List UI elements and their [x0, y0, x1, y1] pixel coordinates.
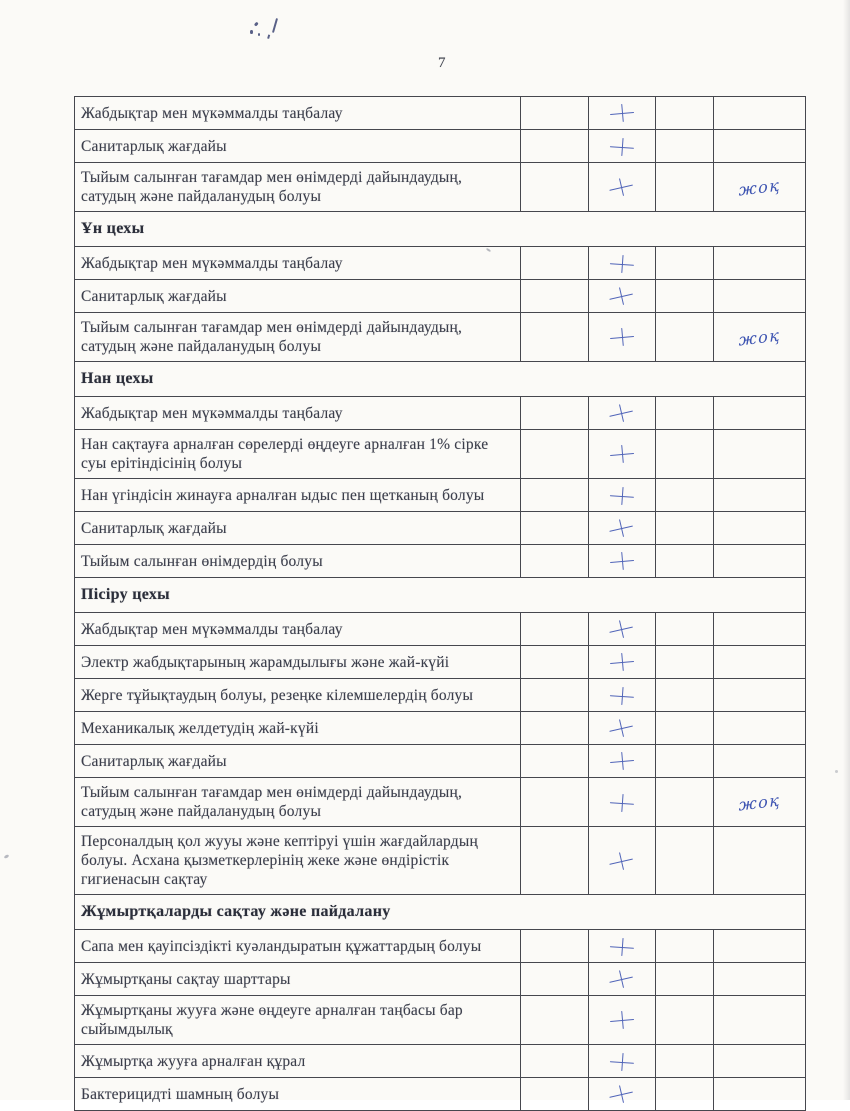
handwritten-check-mark: [607, 968, 634, 991]
check-cell: [589, 613, 656, 646]
empty-cell: [656, 712, 714, 745]
table-row: [75, 97, 806, 130]
ink-speck: [250, 30, 253, 34]
handwritten-check-mark: [607, 402, 634, 425]
check-cell: [589, 827, 656, 895]
table-row: [75, 130, 806, 163]
table-row: [75, 996, 806, 1045]
check-cell: [589, 397, 656, 430]
note-cell: [714, 745, 806, 778]
handwritten-check-mark: [607, 618, 634, 641]
empty-cell: [521, 745, 589, 778]
handwritten-check-mark: [609, 486, 634, 506]
check-cell: [589, 963, 656, 996]
empty-cell: [656, 247, 714, 280]
empty-cell: [521, 247, 589, 280]
empty-cell: [656, 313, 714, 362]
note-cell: [714, 479, 806, 512]
page-number: 7: [438, 55, 446, 71]
check-cell: [589, 679, 656, 712]
empty-cell: [656, 512, 714, 545]
empty-cell: [656, 163, 714, 212]
empty-cell: [656, 130, 714, 163]
table-row: [75, 963, 806, 996]
empty-cell: [521, 679, 589, 712]
empty-cell: [656, 479, 714, 512]
section-row: [75, 895, 806, 930]
check-cell: [589, 430, 656, 479]
check-cell: [589, 996, 656, 1045]
empty-cell: [656, 1078, 714, 1111]
handwritten-check-mark: [609, 1052, 634, 1072]
note-cell: [714, 996, 806, 1045]
handwritten-check-mark: [607, 1083, 634, 1106]
row-label: Жабдықтар мен мүкәммалды таңбалау: [75, 397, 521, 430]
empty-cell: [521, 996, 589, 1045]
row-label: Тыйым салынған тағамдар мен өнімдерді дайындаудың, сатудың және пайдаланудың болуы: [75, 163, 521, 212]
empty-cell: [521, 545, 589, 578]
row-label: Электр жабдықтарының жарамдылығы және жай-күйі: [75, 646, 521, 679]
empty-cell: [521, 397, 589, 430]
empty-cell: [656, 430, 714, 479]
empty-cell: [656, 778, 714, 827]
handwritten-check-mark: [609, 551, 634, 571]
check-cell: [589, 778, 656, 827]
note-cell: [714, 679, 806, 712]
table-row: [75, 397, 806, 430]
table-row: [75, 712, 806, 745]
note-cell: [714, 430, 806, 479]
row-label: Бактерицидті шамның болуы: [75, 1078, 521, 1111]
check-cell: [589, 712, 656, 745]
empty-cell: [656, 613, 714, 646]
empty-cell: [521, 430, 589, 479]
handwritten-check-mark: [609, 686, 634, 706]
section-header: Пісіру цехы: [75, 578, 806, 613]
row-label: Жабдықтар мен мүкәммалды таңбалау: [75, 97, 521, 130]
handwritten-check-mark: [609, 652, 634, 672]
table-row: [75, 679, 806, 712]
handwritten-check-mark: [609, 327, 634, 347]
row-label: Жұмыртқаны жууға және өңдеуге арналған таңбасы бар сыйымдылық: [75, 996, 521, 1045]
empty-cell: [521, 712, 589, 745]
note-cell: [714, 778, 806, 827]
check-cell: [589, 745, 656, 778]
empty-cell: [521, 1045, 589, 1078]
table-row: [75, 512, 806, 545]
check-cell: [589, 313, 656, 362]
handwritten-check-mark: [609, 103, 634, 123]
table-row: [75, 545, 806, 578]
table-row: [75, 313, 806, 362]
note-cell: [714, 930, 806, 963]
handwritten-check-mark: [607, 285, 634, 308]
empty-cell: [521, 963, 589, 996]
empty-cell: [521, 130, 589, 163]
empty-cell: [521, 479, 589, 512]
note-cell: [714, 1078, 806, 1111]
empty-cell: [521, 646, 589, 679]
note-cell: [714, 1045, 806, 1078]
handwritten-check-mark: [607, 517, 634, 540]
row-label: Механикалық желдетудің жай-күйі: [75, 712, 521, 745]
table-row: [75, 1078, 806, 1111]
handwritten-check-mark: [609, 1010, 634, 1030]
empty-cell: [656, 930, 714, 963]
row-label: Тыйым салынған тағамдар мен өнімдерді дайындаудың, сатудың және пайдаланудың болуы: [75, 313, 521, 362]
empty-cell: [656, 280, 714, 313]
empty-cell: [521, 613, 589, 646]
stray-ink-marks: [248, 16, 292, 46]
handwritten-check-mark: [609, 793, 634, 813]
check-cell: [589, 479, 656, 512]
table-row: [75, 778, 806, 827]
note-cell: [714, 545, 806, 578]
row-label: Жұмыртқа жууға арналған құрал: [75, 1045, 521, 1078]
scan-speck: [4, 854, 10, 859]
handwritten-note: жоқ: [738, 789, 781, 815]
empty-cell: [521, 512, 589, 545]
table-row: [75, 646, 806, 679]
handwritten-check-mark: [609, 937, 634, 957]
empty-cell: [656, 545, 714, 578]
handwritten-check-mark: [609, 137, 634, 157]
row-label: Жабдықтар мен мүкәммалды таңбалау: [75, 613, 521, 646]
table-row: [75, 827, 806, 895]
empty-cell: [656, 996, 714, 1045]
row-label: Жабдықтар мен мүкәммалды таңбалау: [75, 247, 521, 280]
note-cell: [714, 613, 806, 646]
handwritten-check-mark: [607, 176, 634, 199]
empty-cell: [521, 280, 589, 313]
section-row: [75, 362, 806, 397]
empty-cell: [656, 646, 714, 679]
empty-cell: [656, 679, 714, 712]
check-cell: [589, 930, 656, 963]
note-cell: [714, 712, 806, 745]
note-cell: [714, 247, 806, 280]
check-cell: [589, 646, 656, 679]
handwritten-check-mark: [607, 849, 634, 872]
row-label: Санитарлық жағдайы: [75, 512, 521, 545]
table-row: [75, 613, 806, 646]
empty-cell: [656, 827, 714, 895]
handwritten-check-mark: [609, 751, 634, 771]
empty-cell: [656, 963, 714, 996]
check-cell: [589, 247, 656, 280]
check-cell: [589, 130, 656, 163]
ink-stroke: [272, 18, 278, 33]
note-cell: [714, 397, 806, 430]
handwritten-note: жоқ: [738, 324, 781, 350]
table-row: [75, 163, 806, 212]
section-row: [75, 578, 806, 613]
check-cell: [589, 280, 656, 313]
note-cell: [714, 827, 806, 895]
check-cell: [589, 545, 656, 578]
note-cell: [714, 280, 806, 313]
table-row: [75, 430, 806, 479]
check-cell: [589, 97, 656, 130]
row-label: Жұмыртқаны сақтау шарттары: [75, 963, 521, 996]
table-row: [75, 930, 806, 963]
row-label: Нан үгіндісін жинауға арналған ыдыс пен щетканың болуы: [75, 479, 521, 512]
table-row: [75, 479, 806, 512]
check-cell: [589, 163, 656, 212]
row-label: Тыйым салынған тағамдар мен өнімдерді дайындаудың, сатудың және пайдаланудың болуы: [75, 778, 521, 827]
empty-cell: [656, 1045, 714, 1078]
section-header: Жұмыртқаларды сақтау және пайдалану: [75, 895, 806, 930]
note-cell: [714, 97, 806, 130]
handwritten-check-mark: [609, 444, 634, 464]
row-label: Санитарлық жағдайы: [75, 130, 521, 163]
table-row: [75, 1045, 806, 1078]
table-row: [75, 280, 806, 313]
row-label: Персоналдың қол жууы және кептіруі үшін жағдайлардың болуы. Асхана қызметкерлерінің жеке және өндірістік гигиенасын сақтау: [75, 827, 521, 895]
row-label: Тыйым салынған өнімдердің болуы: [75, 545, 521, 578]
handwritten-check-mark: [609, 254, 634, 274]
empty-cell: [656, 397, 714, 430]
section-header: Ұн цехы: [75, 212, 806, 247]
table-row: [75, 745, 806, 778]
handwritten-check-mark: [607, 717, 634, 740]
empty-cell: [521, 930, 589, 963]
empty-cell: [521, 827, 589, 895]
empty-cell: [521, 313, 589, 362]
ink-speck: [258, 33, 260, 36]
empty-cell: [521, 778, 589, 827]
row-label: Жерге тұйықтаудың болуы, резеңке кілемшелердің болуы: [75, 679, 521, 712]
empty-cell: [521, 1078, 589, 1111]
handwritten-note: жоқ: [738, 174, 781, 200]
note-cell: [714, 512, 806, 545]
check-cell: [589, 512, 656, 545]
note-cell: [714, 963, 806, 996]
empty-cell: [521, 163, 589, 212]
ink-speck: [254, 22, 258, 26]
table-row: [75, 247, 806, 280]
note-cell: [714, 313, 806, 362]
note-cell: [714, 646, 806, 679]
note-cell: [714, 163, 806, 212]
row-label: Санитарлық жағдайы: [75, 280, 521, 313]
row-label: Сапа мен қауіпсіздікті куәландыратын құжаттардың болуы: [75, 930, 521, 963]
section-row: [75, 212, 806, 247]
note-cell: [714, 130, 806, 163]
empty-cell: [656, 745, 714, 778]
section-header: Нан цехы: [75, 362, 806, 397]
row-label: Санитарлық жағдайы: [75, 745, 521, 778]
row-label: Нан сақтауға арналған сөрелерді өңдеуге арналған 1% сірке суы ерітіндісінің болуы: [75, 430, 521, 479]
empty-cell: [656, 97, 714, 130]
inspection-checklist-table: [74, 96, 806, 1111]
check-cell: [589, 1078, 656, 1111]
check-cell: [589, 1045, 656, 1078]
scan-speck: [835, 770, 838, 773]
empty-cell: [521, 97, 589, 130]
